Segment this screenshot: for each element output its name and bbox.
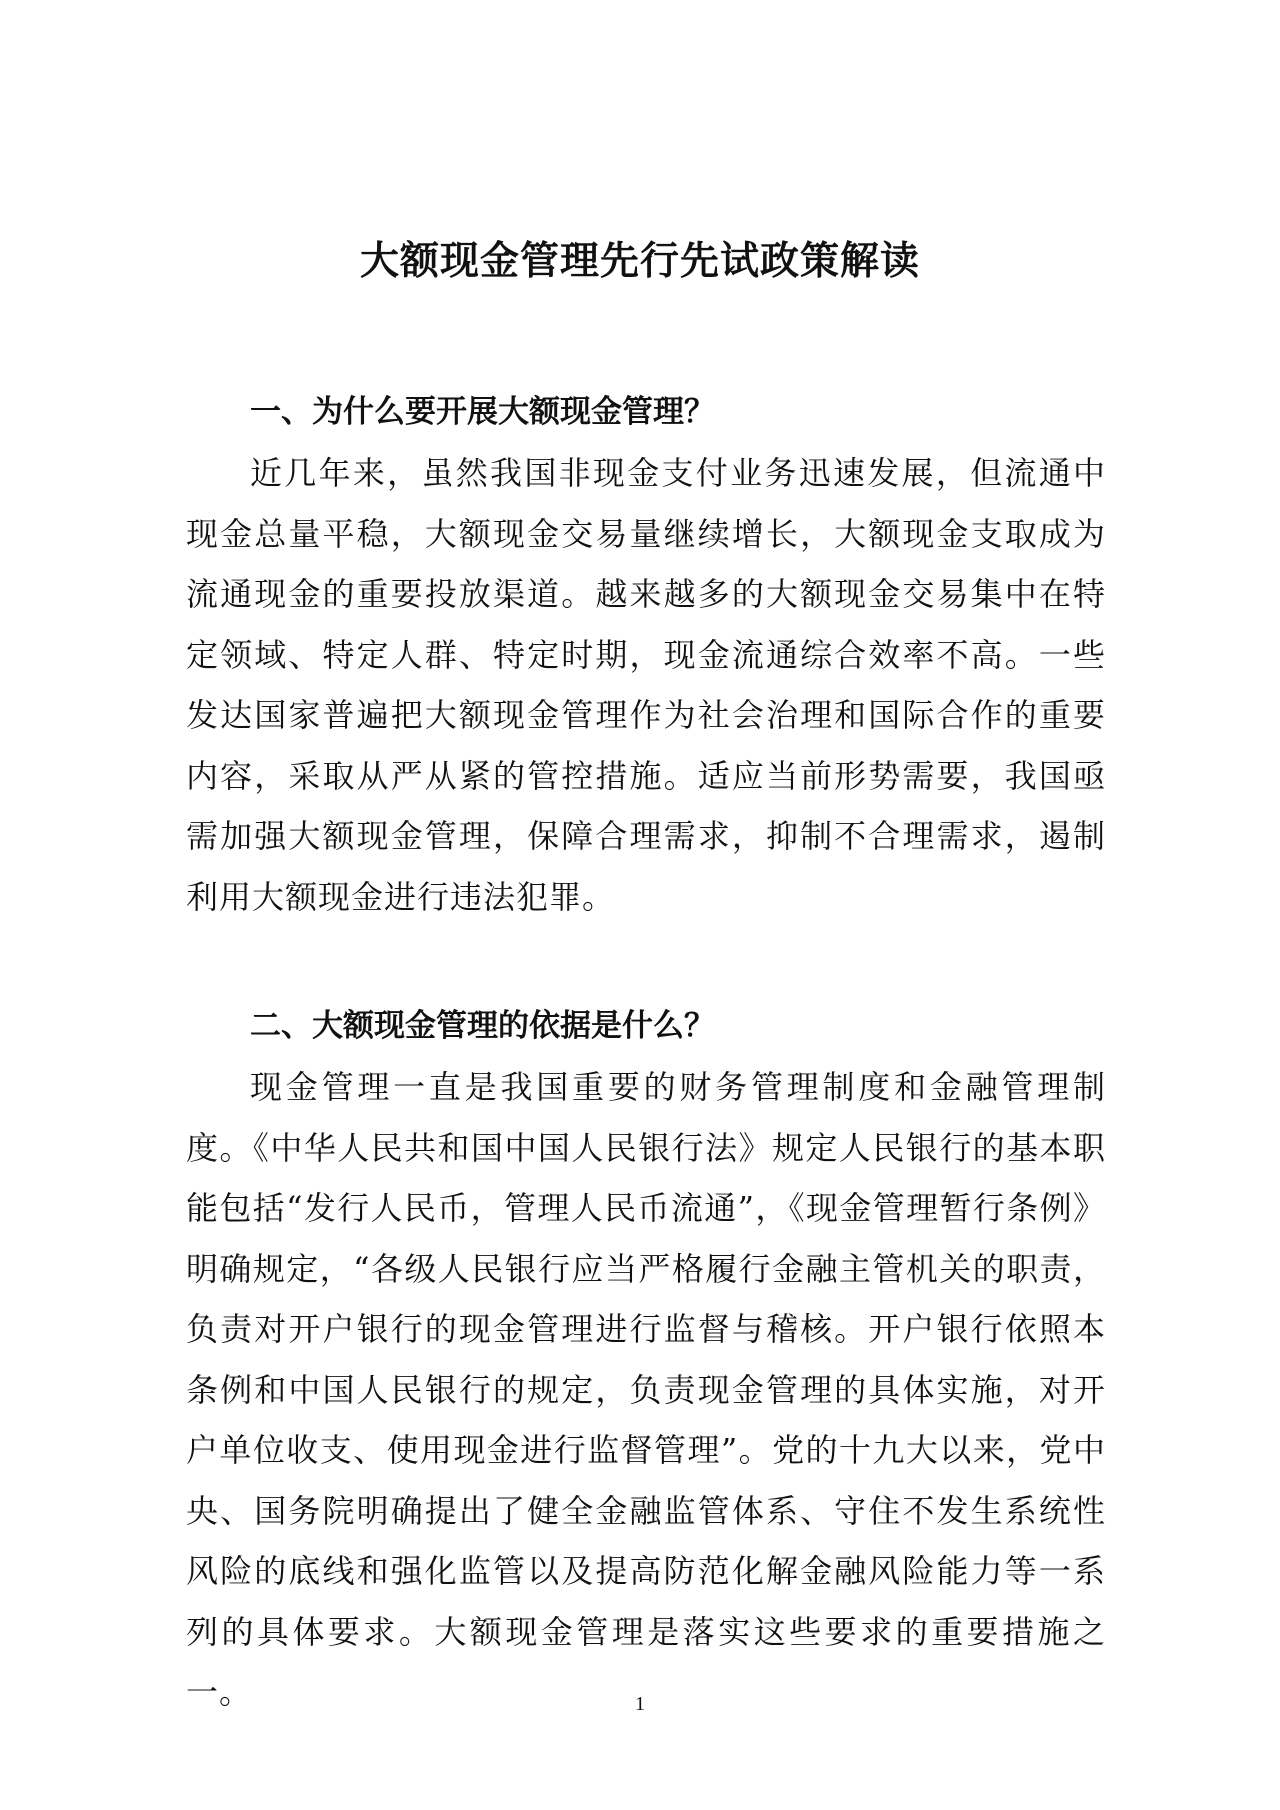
page-number: 1 xyxy=(635,1693,645,1715)
section-heading-1: 一、为什么要开展大额现金管理？ xyxy=(250,394,715,430)
section-paragraph-1: 近几年来，虽然我国非现金支付业务迅速发展，但流通中现金总量平稳，大额现金交易量继续增长，大额现金支取成为流通现金的重要投放渠道。越来越多的大额现金交易集中在特定领域、特定人群、特定时期，现金流通综合效率不高。一些发达国家普遍把大额现金管理作为社会治理和国际合作的重要内容，采取从严从紧的管控措施。适应当前形势需要，我国亟需加强大额现金管理，保障合理需求，抑制不合理需求，遏制利用大额现金进行违法犯罪。 xyxy=(186,454,1106,916)
section-paragraph-2: 现金管理一直是我国重要的财务管理制度和金融管理制度。《中华人民共和国中国人民银行法》规定人民银行的基本职能包括“发行人民币，管理人民币流通”，《现金管理暂行条例》明确规定，“各级人民银行应当严格履行金融主管机关的职责，负责对开户银行的现金管理进行监督与稽核。开户银行依照本条例和中国人民银行的规定，负责现金管理的具体实施，对开户单位收支、使用现金进行监督管理”。党的十九大以来，党中央、国务院明确提出了健全金融监管体系、守住不发生系统性风险的底线和强化监管以及提高防范化解金融风险能力等一系列的具体要求。大额现金管理是落实这些要求的重要措施之一。 xyxy=(186,1068,1106,1711)
document-title: 大额现金管理先行先试政策解读 xyxy=(359,239,920,284)
section-heading-2: 二、大额现金管理的依据是什么？ xyxy=(250,1008,715,1044)
